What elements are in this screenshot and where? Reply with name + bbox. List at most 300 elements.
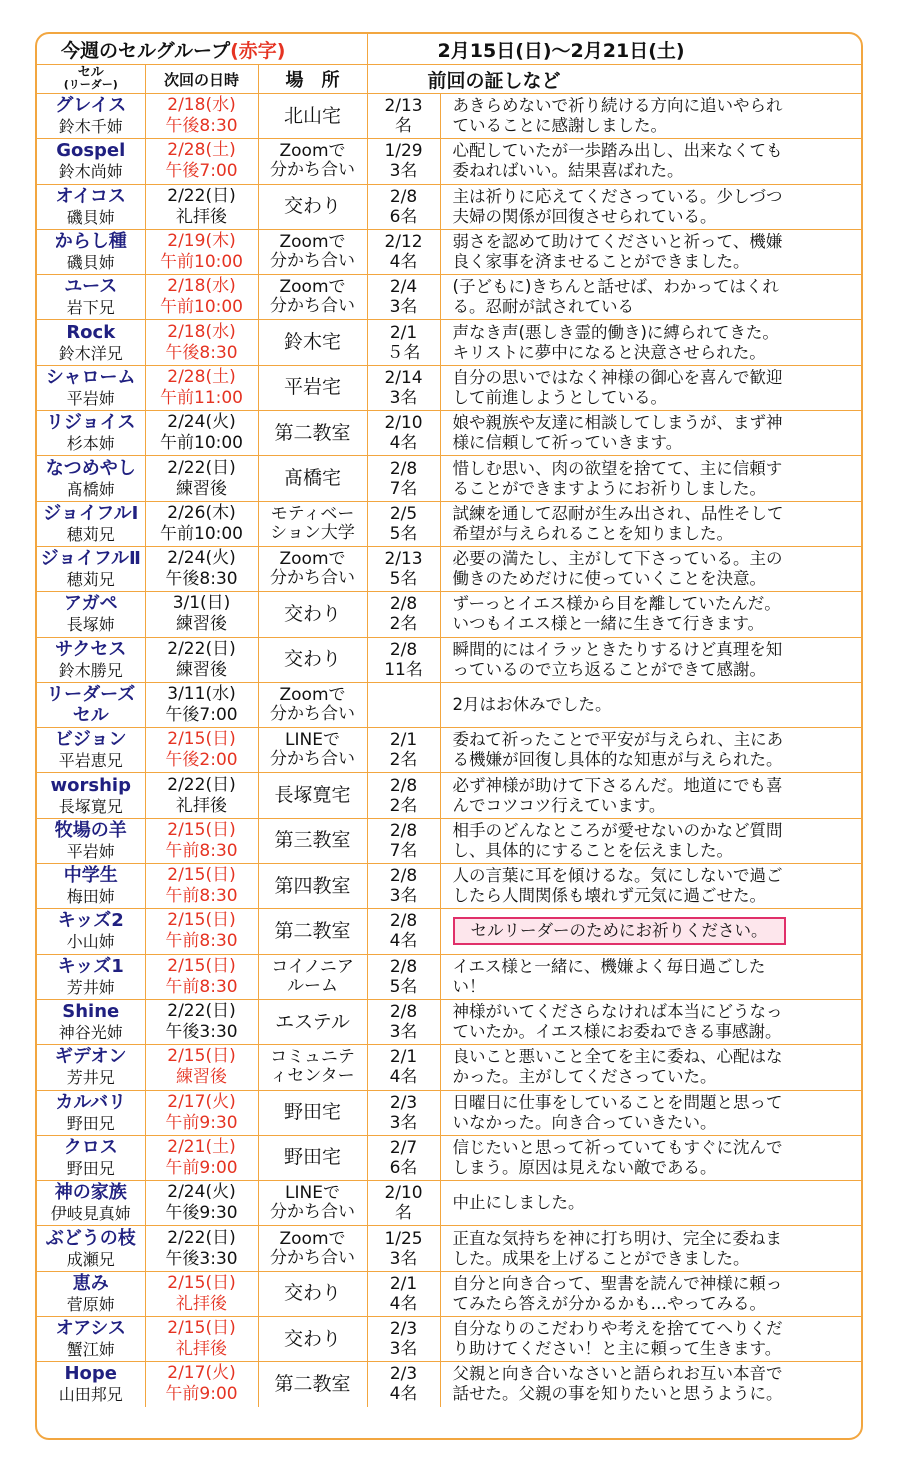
- cell-group-cell: [37, 728, 145, 773]
- next-meeting-cell: [145, 275, 258, 320]
- leader-name: 岩下兄: [66, 298, 115, 318]
- attendance-cell: [367, 1226, 440, 1271]
- place-cell: [258, 275, 367, 320]
- attendee-count: 3名: [389, 1022, 418, 1043]
- place-line-2: ィセンター: [270, 1066, 355, 1087]
- last-date: 2/8: [389, 775, 418, 796]
- testimony-cell: [440, 637, 861, 682]
- next-time: 午前10:00: [160, 433, 243, 454]
- cell-group-cell: [37, 365, 145, 410]
- testimony-cell: [440, 229, 861, 274]
- leader-name: 穂苅兄: [66, 524, 115, 544]
- testimony-cell: [440, 728, 861, 773]
- next-date: 2/15(日): [167, 1046, 236, 1067]
- note-line-1: 弱さを認めて助けてくださいと祈って、機嫌: [452, 232, 783, 252]
- attendance-cell: [367, 1090, 440, 1135]
- note-line-1: 相手のどんなところが愛せないのかなど質問: [452, 820, 783, 840]
- last-date: 2/8: [389, 639, 418, 660]
- cell-name: シャローム: [45, 366, 136, 388]
- note-line-2: んでコツコツ行えています。: [452, 795, 666, 815]
- table-row: [37, 1317, 861, 1362]
- attendee-count: 5名: [389, 976, 418, 997]
- next-date: 2/22(日): [167, 185, 236, 206]
- next-meeting-cell: [145, 365, 258, 410]
- next-time: 午後8:30: [165, 116, 238, 137]
- leader-name: 梅田姉: [66, 887, 115, 907]
- attendee-count: 6名: [389, 206, 418, 227]
- next-time: 午前9:00: [165, 1157, 238, 1178]
- next-time: 午後2:00: [165, 750, 238, 771]
- next-meeting-cell: [145, 411, 258, 456]
- note-line-2: 話せた。父親の事を知りたいと思うように。: [452, 1384, 783, 1404]
- leader-name: 山田邦兄: [58, 1385, 123, 1405]
- table-row: [37, 1226, 861, 1271]
- attendance-cell: [367, 1045, 440, 1090]
- attendance-cell: [367, 682, 440, 727]
- last-date: 2/13: [384, 549, 423, 570]
- next-date: 2/24(火): [167, 1182, 236, 1203]
- next-date: 2/19(木): [167, 231, 236, 252]
- next-time: 練習後: [176, 659, 227, 680]
- place-line-1: Zoomで: [279, 232, 346, 253]
- table-row: [37, 546, 861, 591]
- place-line-2: 分かち合い: [270, 1202, 356, 1223]
- leader-name: 蟹江姉: [66, 1340, 115, 1360]
- attendee-count: 4名: [389, 1293, 418, 1314]
- table-row: [37, 682, 861, 727]
- place-cell: [258, 184, 367, 229]
- place-cell: [258, 728, 367, 773]
- place-line-2: 分かち合い: [270, 1247, 356, 1268]
- next-time: 午後7:00: [165, 161, 238, 182]
- note-line-1: 必ず神様が助けて下さるんだ。地道にでも喜: [452, 775, 783, 795]
- next-date: 2/18(水): [167, 321, 236, 342]
- column-header-next-meeting: 次回の日時: [145, 65, 258, 94]
- next-time: 午前8:30: [165, 840, 238, 861]
- place-cell: [258, 1135, 367, 1180]
- attendee-count: 4名: [389, 1067, 418, 1088]
- place-cell: [258, 546, 367, 591]
- place-cell: [258, 456, 367, 501]
- place-line-1: 北山宅: [284, 104, 342, 127]
- cell-group-cell: [37, 184, 145, 229]
- last-date: 2/8: [389, 866, 418, 887]
- attendee-count: 2名: [389, 614, 418, 635]
- table-row: [37, 456, 861, 501]
- note-line-2: しまう。原因は見えない敵である。: [452, 1157, 717, 1177]
- place-line-1: 髙橋宅: [284, 467, 342, 490]
- leader-name: 杉本姉: [66, 434, 115, 454]
- testimony-cell: [440, 1045, 861, 1090]
- attendee-count: 5名: [389, 569, 418, 590]
- cell-name: Rock: [66, 321, 116, 343]
- attendee-count: 3名: [389, 387, 418, 408]
- note-line-1: 心配していたが一歩踏み出し、出来なくても: [452, 141, 783, 161]
- cell-name: オイコス: [55, 185, 126, 207]
- table-row: [37, 501, 861, 546]
- leader-name: 平岩姉: [66, 388, 115, 408]
- cell-name: 牧場の羊: [54, 819, 127, 841]
- next-date: 2/24(火): [167, 548, 236, 569]
- attendee-count: 7名: [389, 840, 418, 861]
- testimony-cell: [440, 999, 861, 1044]
- cell-name: リジョイス: [46, 412, 136, 434]
- cell-name: アガペ: [63, 593, 118, 615]
- place-line-1: 第二教室: [274, 421, 351, 444]
- table-row: [37, 1362, 861, 1407]
- place-cell: [258, 592, 367, 637]
- next-date: 2/15(日): [167, 1318, 236, 1339]
- testimony-cell: [440, 411, 861, 456]
- note-line-1: 神様がいてくださらなければ本当にどうなっ: [452, 1002, 783, 1022]
- attendance-cell: [367, 818, 440, 863]
- attendee-count: 3名: [389, 1339, 418, 1360]
- testimony-cell: [440, 1135, 861, 1180]
- note-line-1: 正直な気持ちを神に打ち明け、完全に委ねま: [452, 1228, 782, 1248]
- next-time: 午後3:30: [165, 1248, 238, 1269]
- note-line-1: 中止にしました。: [452, 1193, 585, 1213]
- cell-name: ユース: [64, 276, 118, 298]
- place-cell: [258, 1045, 367, 1090]
- last-date: 2/3: [389, 1364, 418, 1385]
- cell-name: ビジョン: [54, 729, 127, 751]
- cell-name: ジョイフルⅠ: [43, 502, 139, 524]
- title-red-label: (赤字): [230, 39, 286, 62]
- note-line-1: 自分と向き合って、聖書を読んで神様に頼っ: [452, 1273, 783, 1293]
- place-cell: [258, 365, 367, 410]
- next-meeting-cell: [145, 1226, 258, 1271]
- place-cell: [258, 320, 367, 365]
- next-time: 午後8:30: [165, 569, 238, 590]
- next-time: 練習後: [176, 478, 227, 499]
- place-cell: [258, 818, 367, 863]
- cell-name: ぶどうの枝: [45, 1227, 136, 1249]
- leader-name: 小山姉: [66, 932, 115, 952]
- table-row: [37, 637, 861, 682]
- cell-group-cell: [37, 456, 145, 501]
- last-date: 2/8: [389, 594, 418, 615]
- place-line-1: Zoomで: [279, 549, 346, 570]
- last-date: 2/1: [389, 730, 418, 751]
- attendance-cell: [367, 1181, 440, 1226]
- cell-name: キッズ1: [57, 955, 124, 977]
- note-line-2: ていることに感謝しました。: [452, 116, 668, 136]
- next-meeting-cell: [145, 637, 258, 682]
- last-date: 2/10: [384, 1183, 423, 1204]
- note-line-1: セルリーダーのためにお祈りください。: [470, 921, 768, 941]
- next-time: 礼拝後: [176, 1293, 227, 1314]
- cell-name: worship: [50, 774, 131, 796]
- next-date: 2/17(火): [167, 1363, 236, 1384]
- next-meeting-cell: [145, 320, 258, 365]
- leader-name: 髙橋姉: [66, 479, 115, 499]
- next-time: 礼拝後: [176, 1339, 227, 1360]
- schedule-table: [37, 34, 861, 1407]
- place-cell: [258, 682, 367, 727]
- last-date: 2/1: [389, 1047, 418, 1068]
- place-cell: [258, 1317, 367, 1362]
- table-row: [37, 275, 861, 320]
- note-line-1: 必要の満たし、主がして下さっている。主の: [452, 549, 783, 569]
- last-date: 1/29: [384, 141, 423, 162]
- table-row: [37, 773, 861, 818]
- place-line-1: 野田宅: [284, 1101, 342, 1124]
- note-line-2: る。忍耐が試されている: [452, 297, 635, 317]
- note-line-2: 夫婦の関係が回復させられている。: [452, 206, 717, 226]
- place-line-1: 交わり: [284, 602, 342, 625]
- next-time: 午後9:30: [165, 1203, 238, 1224]
- cell-group-cell: [37, 909, 145, 954]
- note-line-1: ずーっとイエス様から目を離していたんだ。: [452, 594, 781, 614]
- attendance-cell: [367, 411, 440, 456]
- cell-name: サクセス: [55, 638, 127, 660]
- place-line-2: ション大学: [270, 522, 355, 543]
- attendance-cell: [367, 365, 440, 410]
- testimony-cell: [440, 1271, 861, 1316]
- cell-group-cell: [37, 818, 145, 863]
- cell-group-cell: [37, 592, 145, 637]
- attendee-count: 7名: [389, 478, 418, 499]
- last-date: 1/25: [384, 1228, 423, 1249]
- next-time: 練習後: [176, 1067, 227, 1088]
- note-line-1: 声なき声(悪しき霊的働き)に縛られてきた。: [452, 322, 779, 342]
- cell-name: 恵み: [72, 1272, 109, 1294]
- cell-name: Shine: [62, 1001, 120, 1023]
- place-line-1: 交わり: [284, 195, 342, 218]
- attendee-count: 4名: [389, 1384, 418, 1405]
- next-meeting-cell: [145, 909, 258, 954]
- leader-name: 長塚姉: [66, 615, 115, 635]
- last-date: 2/8: [389, 458, 418, 479]
- cell-name: クロス: [63, 1136, 118, 1158]
- place-line-1: Zoomで: [279, 277, 346, 298]
- next-date: 2/28(土): [167, 366, 236, 387]
- attendee-count: 名: [395, 116, 413, 137]
- table-row: [37, 909, 861, 954]
- place-line-1: 平岩宅: [284, 376, 342, 399]
- place-line-1: Zoomで: [279, 685, 346, 705]
- place-cell: [258, 1362, 367, 1407]
- cell-name: リーダーズ: [46, 684, 136, 705]
- next-meeting-cell: [145, 1317, 258, 1362]
- attendee-count: 3名: [389, 297, 418, 318]
- attendance-cell: [367, 637, 440, 682]
- place-line-2: 分かち合い: [270, 704, 356, 724]
- next-meeting-cell: [145, 954, 258, 999]
- next-date: 2/15(日): [167, 955, 236, 976]
- place-cell: [258, 909, 367, 954]
- column-header-row: [37, 65, 861, 94]
- next-meeting-cell: [145, 229, 258, 274]
- table-row: [37, 999, 861, 1044]
- place-cell: [258, 94, 367, 139]
- cell-group-cell: [37, 773, 145, 818]
- place-line-1: 第四教室: [274, 874, 351, 897]
- leader-name: 芳井兄: [66, 1068, 115, 1088]
- last-date: 2/8: [389, 1002, 418, 1023]
- place-cell: [258, 501, 367, 546]
- attendance-cell: [367, 320, 440, 365]
- cell-group-cell: [37, 682, 145, 727]
- page-title: [37, 34, 367, 65]
- note-line-2: 希望が与えられることを知りました。: [452, 523, 734, 543]
- last-date: 2/3: [389, 1092, 418, 1113]
- next-date: 2/15(日): [167, 1272, 236, 1293]
- attendee-count: 6名: [389, 1157, 418, 1178]
- note-line-2: かった。主がしてくださっていた。: [452, 1067, 717, 1087]
- next-time: 礼拝後: [176, 206, 227, 227]
- next-meeting-cell: [145, 1362, 258, 1407]
- attendance-cell: [367, 1271, 440, 1316]
- place-cell: [258, 1271, 367, 1316]
- last-date: 2/3: [389, 1319, 418, 1340]
- testimony-cell: [440, 184, 861, 229]
- note-line-2: 委ねればいい。結果喜ばれた。: [452, 161, 684, 181]
- next-date: 3/11(水): [167, 684, 236, 704]
- table-row: [37, 864, 861, 909]
- cell-name: Gospel: [56, 140, 126, 162]
- table-row: [37, 229, 861, 274]
- header-cell-label: セル: [77, 65, 104, 80]
- place-line-1: 野田宅: [284, 1146, 342, 1169]
- next-meeting-cell: [145, 139, 258, 184]
- cell-group-cell: [37, 546, 145, 591]
- place-line-1: 第三教室: [274, 829, 351, 852]
- cell-group-cell: [37, 1045, 145, 1090]
- cell-group-cell: [37, 1362, 145, 1407]
- cell-group-cell: [37, 1181, 145, 1226]
- attendance-cell: [367, 728, 440, 773]
- note-line-2: いつもイエス様と一緒に生きて行きます。: [452, 614, 765, 634]
- place-line-1: LINEで: [285, 1183, 340, 1204]
- column-header-cell: [37, 65, 145, 94]
- place-cell: [258, 139, 367, 184]
- next-meeting-cell: [145, 999, 258, 1044]
- note-line-2: ていたか。イエス様にお委ねできる事感謝。: [452, 1022, 782, 1042]
- next-time: 午前11:00: [160, 387, 243, 408]
- attendance-cell: [367, 909, 440, 954]
- place-cell: [258, 773, 367, 818]
- attendance-cell: [367, 999, 440, 1044]
- next-meeting-cell: [145, 1045, 258, 1090]
- cell-group-cell: [37, 320, 145, 365]
- leader-name: 長塚寛兄: [58, 796, 123, 816]
- table-row: [37, 365, 861, 410]
- note-line-2: い！: [452, 976, 486, 996]
- note-line-2: り助けてください！と主に頼って生きます。: [452, 1339, 782, 1359]
- table-row: [37, 1181, 861, 1226]
- note-line-1: 信じたいと思って祈っていてもすぐに沈んで: [452, 1137, 783, 1157]
- leader-name: 磯貝姉: [66, 253, 115, 273]
- next-meeting-cell: [145, 1090, 258, 1135]
- cell-name: キッズ2: [57, 910, 124, 932]
- testimony-cell: [440, 592, 861, 637]
- note-line-1: イエス様と一緒に、機嫌よく毎日過ごした: [452, 956, 766, 976]
- cell-group-cell: [37, 637, 145, 682]
- note-line-1: 試練を通して忍耐が生み出され、品性そして: [452, 503, 784, 523]
- next-time: 礼拝後: [176, 795, 227, 816]
- note-line-1: 父親と向き合いなさいと語られお互い本音で: [452, 1364, 783, 1384]
- next-time: 午後3:30: [165, 1022, 238, 1043]
- table-row: [37, 1271, 861, 1316]
- cell-group-cell: [37, 999, 145, 1044]
- cell-group-cell: [37, 229, 145, 274]
- attendee-count: 4名: [389, 252, 418, 273]
- next-date: 2/28(土): [167, 140, 236, 161]
- next-time: 午後8:30: [165, 342, 238, 363]
- next-date: 2/15(日): [167, 910, 236, 931]
- next-date: 2/22(日): [167, 1227, 236, 1248]
- attendee-count: 3名: [389, 1248, 418, 1269]
- cell-name: なつめやし: [45, 457, 136, 479]
- note-line-2: 良く家事を済ませることができました。: [452, 252, 750, 272]
- last-date: 2/8: [389, 186, 418, 207]
- place-cell: [258, 864, 367, 909]
- attendee-count: 5名: [389, 523, 418, 544]
- testimony-cell: [440, 501, 861, 546]
- place-line-1: 第二教室: [274, 919, 351, 942]
- attendee-count: 3名: [389, 161, 418, 182]
- last-date: 2/14: [384, 367, 423, 388]
- note-line-1: 自分なりのこだわりや考えを捨ててへりくだ: [452, 1319, 783, 1339]
- next-time: 午前8:30: [165, 886, 238, 907]
- place-line-1: 交わり: [284, 1327, 342, 1350]
- note-line-2: したら人間関係も壊れず元気に過ごせた。: [452, 886, 767, 906]
- note-line-1: 良いこと悪いこと全てを主に委ね、心配はな: [452, 1047, 783, 1067]
- note-line-2: し、具体的にすることを伝えました。: [452, 840, 734, 860]
- leader-name: 神谷光姉: [58, 1023, 123, 1043]
- note-line-2: した。成果を上げることができました。: [452, 1248, 750, 1268]
- next-time: 午前9:00: [165, 1384, 238, 1405]
- cell-group-cell: [37, 94, 145, 139]
- place-line-1: 鈴木宅: [284, 331, 342, 354]
- next-time: 午後7:00: [165, 705, 238, 725]
- column-header-notes: 前回の証しなど: [367, 65, 861, 94]
- place-line-1: モティベー: [270, 503, 355, 524]
- attendance-cell: [367, 184, 440, 229]
- testimony-cell: [440, 365, 861, 410]
- note-line-1: 日曜日に仕事をしていることを問題と思って: [452, 1092, 783, 1112]
- prayer-request-box: [453, 917, 786, 945]
- cell-name: 神の家族: [54, 1182, 127, 1204]
- next-meeting-cell: [145, 728, 258, 773]
- note-line-2: 様に信頼して祈っていきます。: [452, 433, 683, 453]
- leader-name: 野田兄: [66, 1113, 115, 1133]
- cell-group-cell: [37, 954, 145, 999]
- next-meeting-cell: [145, 456, 258, 501]
- cell-group-cell: [37, 1226, 145, 1271]
- place-line-1: Zoomで: [279, 141, 346, 162]
- table-row: [37, 139, 861, 184]
- leader-name: 鈴木尚姉: [58, 162, 123, 182]
- table-row: [37, 592, 861, 637]
- table-row: [37, 1090, 861, 1135]
- cell-name: オアシス: [55, 1318, 126, 1340]
- leader-name: 鈴木勝兄: [58, 660, 123, 680]
- next-date: 2/22(日): [167, 457, 236, 478]
- testimony-cell: [440, 1362, 861, 1407]
- next-date: 2/21(土): [167, 1136, 236, 1157]
- attendance-cell: [367, 1135, 440, 1180]
- next-date: 3/1(日): [172, 593, 231, 614]
- attendance-cell: [367, 1317, 440, 1362]
- attendee-count: 11名: [384, 659, 423, 680]
- cell-name: 中学生: [63, 865, 118, 887]
- attendee-count: 名: [395, 1203, 413, 1224]
- place-cell: [258, 229, 367, 274]
- attendance-cell: [367, 139, 440, 184]
- cell-group-cell: [37, 1271, 145, 1316]
